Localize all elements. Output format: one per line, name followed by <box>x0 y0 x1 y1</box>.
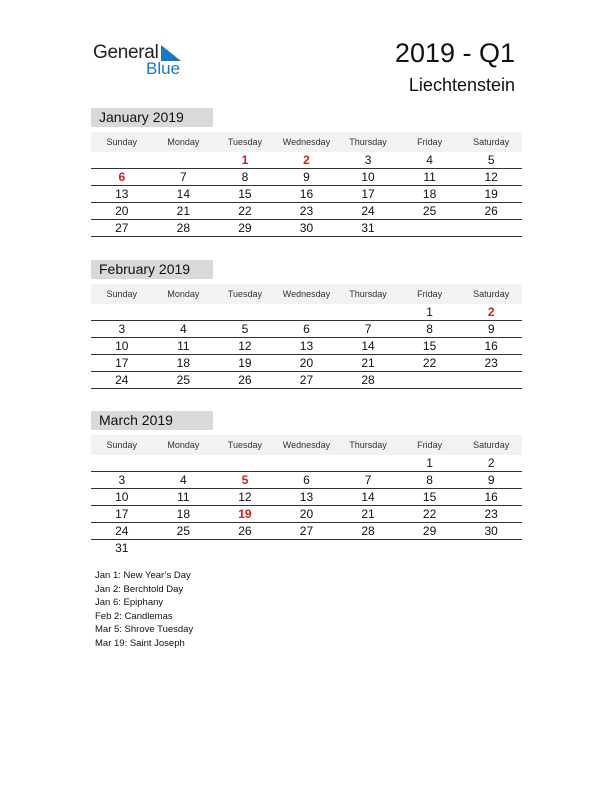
day-cell: 5 <box>214 472 276 489</box>
holiday-list <box>95 569 193 651</box>
weekday-header: Tuesday <box>214 284 276 304</box>
day-cell: 9 <box>460 321 522 338</box>
day-cell: 20 <box>276 355 338 372</box>
day-cell: 14 <box>153 186 215 203</box>
day-cell: 2 <box>276 152 338 169</box>
day-cell: 9 <box>460 472 522 489</box>
day-cell <box>276 540 338 557</box>
calendar-table <box>91 435 522 556</box>
week-row <box>91 152 522 169</box>
day-cell: 11 <box>153 489 215 506</box>
day-cell: 19 <box>214 355 276 372</box>
day-cell: 18 <box>153 506 215 523</box>
holiday-item: Jan 6: Epiphany <box>95 597 164 609</box>
day-cell: 16 <box>460 338 522 355</box>
day-cell: 18 <box>399 186 461 203</box>
day-cell: 30 <box>276 220 338 237</box>
day-cell <box>91 455 153 472</box>
day-cell: 12 <box>214 338 276 355</box>
logo-general-text: General <box>93 42 159 63</box>
month-label: January 2019 <box>91 108 213 127</box>
day-cell: 24 <box>91 523 153 540</box>
day-cell: 15 <box>399 338 461 355</box>
calendar-table <box>91 132 522 237</box>
holiday-item: Jan 2: Berchtold Day <box>95 583 184 595</box>
day-cell: 6 <box>91 169 153 186</box>
day-cell: 10 <box>91 489 153 506</box>
weekday-header: Thursday <box>337 132 399 152</box>
day-cell: 13 <box>276 489 338 506</box>
day-cell <box>337 540 399 557</box>
day-cell: 20 <box>91 203 153 220</box>
weekday-header: Friday <box>399 435 461 455</box>
day-cell <box>91 304 153 321</box>
day-cell: 8 <box>399 472 461 489</box>
day-cell: 17 <box>91 506 153 523</box>
logo-blue-text: Blue <box>146 59 181 78</box>
day-cell <box>91 152 153 169</box>
month-label: February 2019 <box>91 260 213 279</box>
day-cell: 24 <box>337 203 399 220</box>
weekday-header: Thursday <box>337 435 399 455</box>
day-cell: 12 <box>460 169 522 186</box>
day-cell: 28 <box>337 372 399 389</box>
day-cell <box>276 304 338 321</box>
day-cell: 3 <box>91 472 153 489</box>
day-cell: 16 <box>276 186 338 203</box>
week-row <box>91 220 522 237</box>
day-cell: 29 <box>399 523 461 540</box>
day-cell: 31 <box>115 541 129 555</box>
weekday-header: Saturday <box>460 132 522 152</box>
day-cell: 15 <box>214 186 276 203</box>
week-row <box>91 203 522 220</box>
weekday-header: Sunday <box>91 435 153 455</box>
day-cell <box>214 455 276 472</box>
day-cell: 26 <box>460 203 522 220</box>
day-cell: 18 <box>153 355 215 372</box>
day-cell <box>399 372 461 389</box>
day-cell <box>460 540 522 557</box>
logo <box>93 42 193 82</box>
weekday-header: Friday <box>399 284 461 304</box>
day-cell: 17 <box>91 355 153 372</box>
day-cell: 26 <box>214 372 276 389</box>
day-cell: 8 <box>399 321 461 338</box>
week-row <box>91 321 522 338</box>
day-cell: 5 <box>214 321 276 338</box>
day-cell: 4 <box>399 152 461 169</box>
day-cell: 8 <box>214 169 276 186</box>
weekday-header-row <box>91 132 522 152</box>
weekday-header: Saturday <box>460 284 522 304</box>
day-cell <box>337 455 399 472</box>
day-cell: 6 <box>276 321 338 338</box>
day-cell: 23 <box>276 203 338 220</box>
day-cell: 21 <box>337 355 399 372</box>
day-cell: 1 <box>399 455 461 472</box>
day-cell <box>399 540 461 557</box>
weekday-header: Monday <box>153 284 215 304</box>
day-cell: 13 <box>91 186 153 203</box>
day-cell: 27 <box>91 220 153 237</box>
day-cell: 5 <box>460 152 522 169</box>
weekday-header: Monday <box>153 132 215 152</box>
week-row <box>91 169 522 186</box>
week-row <box>91 355 522 372</box>
weekday-header: Tuesday <box>214 132 276 152</box>
day-cell: 7 <box>153 169 215 186</box>
holiday-item: Mar 19: Saint Joseph <box>95 637 185 649</box>
weekday-header-row <box>91 284 522 304</box>
day-cell: 4 <box>153 472 215 489</box>
week-row <box>91 472 522 489</box>
day-cell: 14 <box>337 338 399 355</box>
page-title: 2019 - Q1 <box>394 38 515 68</box>
day-cell: 21 <box>153 203 215 220</box>
week-row <box>91 372 522 389</box>
day-cell: 20 <box>276 506 338 523</box>
day-cell: 22 <box>399 506 461 523</box>
day-cell: 2 <box>460 455 522 472</box>
day-cell: 26 <box>214 523 276 540</box>
day-cell: 2 <box>460 304 522 321</box>
day-cell: 10 <box>91 338 153 355</box>
day-cell: 30 <box>460 523 522 540</box>
day-cell: 19 <box>460 186 522 203</box>
day-cell: 4 <box>153 321 215 338</box>
weekday-header: Saturday <box>460 435 522 455</box>
day-cell: 13 <box>276 338 338 355</box>
day-cell: 27 <box>276 523 338 540</box>
month-label: March 2019 <box>91 411 213 430</box>
day-cell: 25 <box>153 523 215 540</box>
day-cell <box>460 372 522 389</box>
month-february <box>91 260 522 389</box>
weekday-header: Friday <box>399 132 461 152</box>
day-cell: 12 <box>214 489 276 506</box>
day-cell: 28 <box>153 220 215 237</box>
day-cell: 23 <box>460 355 522 372</box>
day-cell: 16 <box>460 489 522 506</box>
day-cell: 15 <box>399 489 461 506</box>
weekday-header: Sunday <box>91 284 153 304</box>
week-row <box>91 540 522 557</box>
month-january <box>91 108 522 237</box>
day-cell: 24 <box>91 372 153 389</box>
holiday-item: Mar 5: Shrove Tuesday <box>95 624 194 636</box>
weekday-header: Wednesday <box>276 132 338 152</box>
day-cell <box>153 152 215 169</box>
weekday-header: Monday <box>153 435 215 455</box>
weekday-header: Tuesday <box>214 435 276 455</box>
day-cell <box>153 455 215 472</box>
day-cell <box>276 455 338 472</box>
day-cell: 17 <box>337 186 399 203</box>
month-march <box>91 411 522 556</box>
day-cell <box>214 540 276 557</box>
day-cell <box>460 220 522 237</box>
day-cell <box>214 304 276 321</box>
day-cell <box>337 304 399 321</box>
day-cell <box>399 220 461 237</box>
day-cell: 14 <box>337 489 399 506</box>
holiday-item: Jan 1: New Year’s Day <box>95 570 191 581</box>
weekday-header: Thursday <box>337 284 399 304</box>
week-row <box>91 304 522 321</box>
day-cell: 25 <box>153 372 215 389</box>
day-cell: 25 <box>399 203 461 220</box>
day-cell: 22 <box>399 355 461 372</box>
country-name: Liechtenstein <box>408 75 515 95</box>
day-cell <box>153 540 215 557</box>
day-cell: 11 <box>153 338 215 355</box>
day-cell: 27 <box>276 372 338 389</box>
weekday-header: Sunday <box>91 132 153 152</box>
day-cell: 28 <box>337 523 399 540</box>
day-cell: 1 <box>399 304 461 321</box>
day-cell: 3 <box>337 152 399 169</box>
day-cell: 3 <box>91 321 153 338</box>
day-cell: 7 <box>337 472 399 489</box>
weekday-header-row <box>91 435 522 455</box>
day-cell: 11 <box>399 169 461 186</box>
day-cell: 21 <box>337 506 399 523</box>
day-cell: 7 <box>337 321 399 338</box>
week-row <box>91 186 522 203</box>
day-cell <box>153 304 215 321</box>
calendar-table <box>91 284 522 389</box>
day-cell: 29 <box>214 220 276 237</box>
day-cell: 6 <box>276 472 338 489</box>
week-row <box>91 489 522 506</box>
day-cell: 31 <box>337 220 399 237</box>
week-row <box>91 338 522 355</box>
week-row <box>91 523 522 540</box>
day-cell: 9 <box>276 169 338 186</box>
day-cell: 1 <box>214 152 276 169</box>
holiday-item: Feb 2: Candlemas <box>95 610 173 622</box>
weekday-header: Wednesday <box>276 284 338 304</box>
day-cell: 22 <box>214 203 276 220</box>
day-cell: 23 <box>460 506 522 523</box>
weekday-header: Wednesday <box>276 435 338 455</box>
day-cell: 10 <box>337 169 399 186</box>
week-row <box>91 455 522 472</box>
week-row <box>91 506 522 523</box>
day-cell: 19 <box>214 506 276 523</box>
